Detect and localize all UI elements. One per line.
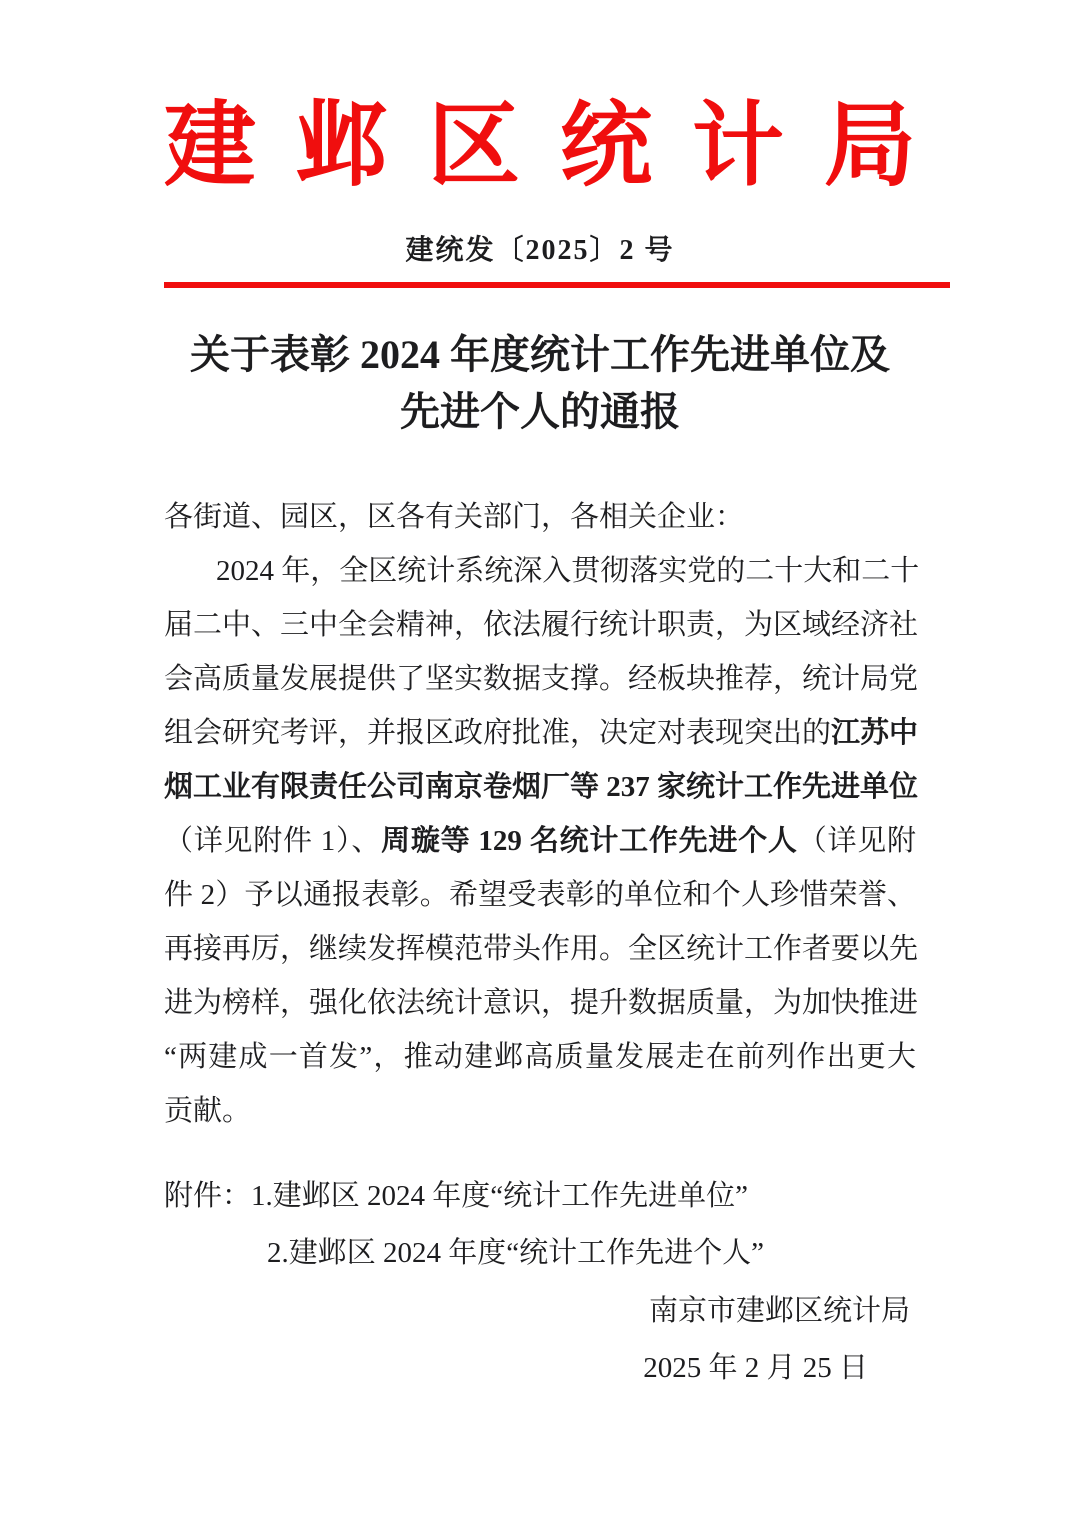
letterhead-agency-char: 局 bbox=[823, 95, 916, 197]
body-line bbox=[164, 706, 919, 760]
letterhead-agency-char: 计 bbox=[691, 95, 784, 197]
body-run-bold: 江苏中 bbox=[831, 717, 919, 749]
body-run: 贡献。 bbox=[164, 1095, 252, 1127]
signature-block bbox=[164, 1283, 916, 1397]
body-run: 再接再厉，继续发挥模范带头作用。全区统计工作者要以先 bbox=[164, 933, 919, 965]
body-line bbox=[164, 1084, 916, 1138]
attachments-list bbox=[164, 1168, 916, 1282]
body-line bbox=[164, 922, 919, 976]
letterhead-agency-char: 邺 bbox=[295, 95, 388, 197]
letterhead-agency-char: 统 bbox=[559, 95, 652, 197]
body-run-bold: 烟工业有限责任公司南京卷烟厂等 237 家统计工作先进单位 bbox=[164, 771, 919, 803]
body-paragraph bbox=[164, 544, 920, 1138]
body-run: （详见附件 1）、 bbox=[164, 825, 382, 857]
letterhead-agency-name bbox=[164, 88, 916, 204]
body-run: 进为榜样，强化依法统计意识，提升数据质量，为加快推进 bbox=[164, 987, 919, 1019]
body-run: （详见附 bbox=[797, 825, 916, 857]
document-title-line1: 关于表彰 2024 年度统计工作先进单位及 bbox=[190, 332, 890, 377]
document-title-line2: 先进个人的通报 bbox=[400, 389, 680, 434]
body-run: “两建成一首发”，推动建邺高质量发展走在前列作出更大 bbox=[164, 1041, 916, 1073]
attachment-item-2: 2.建邺区 2024 年度“统计工作先进个人” bbox=[267, 1237, 764, 1269]
body-run: 件 2）予以通报表彰。希望受表彰的单位和个人珍惜荣誉、 bbox=[164, 879, 916, 911]
attachment-item-1: 附件：1.建邺区 2024 年度“统计工作先进单位” bbox=[164, 1180, 748, 1212]
body-run: 届二中、三中全会精神，依法履行统计职责，为区域经济社 bbox=[164, 609, 919, 641]
letterhead-agency-char: 建 bbox=[164, 95, 257, 197]
body-line bbox=[164, 1030, 916, 1084]
body-line bbox=[164, 544, 920, 598]
document-content bbox=[164, 0, 950, 1527]
document-title bbox=[164, 326, 916, 440]
letterhead-agency-char: 区 bbox=[427, 95, 520, 197]
salutation-line: 各街道、园区，区各有关部门，各相关企业： bbox=[164, 501, 745, 533]
body-run: 2024 年，全区统计系统深入贯彻落实党的二十大和二十 bbox=[216, 555, 920, 587]
red-divider-line bbox=[164, 282, 950, 288]
body-line bbox=[164, 868, 916, 922]
document-number: 建统发〔2025〕2 号 bbox=[405, 235, 675, 266]
body-run: 会高质量发展提供了坚实数据支撑。经板块推荐，统计局党 bbox=[164, 663, 919, 695]
body-run: 组会研究考评，并报区政府批准，决定对表现突出的 bbox=[164, 717, 832, 749]
body-run-bold: 周璇等 129 名统计工作先进个人 bbox=[381, 825, 798, 857]
body-line bbox=[164, 598, 919, 652]
body-line bbox=[164, 760, 919, 814]
signature-date: 2025 年 2 月 25 日 bbox=[643, 1352, 868, 1384]
body-line bbox=[164, 814, 916, 868]
document-body bbox=[164, 490, 920, 1138]
body-line bbox=[164, 976, 919, 1030]
body-line bbox=[164, 652, 919, 706]
signature-agency: 南京市建邺区统计局 bbox=[648, 1295, 910, 1327]
